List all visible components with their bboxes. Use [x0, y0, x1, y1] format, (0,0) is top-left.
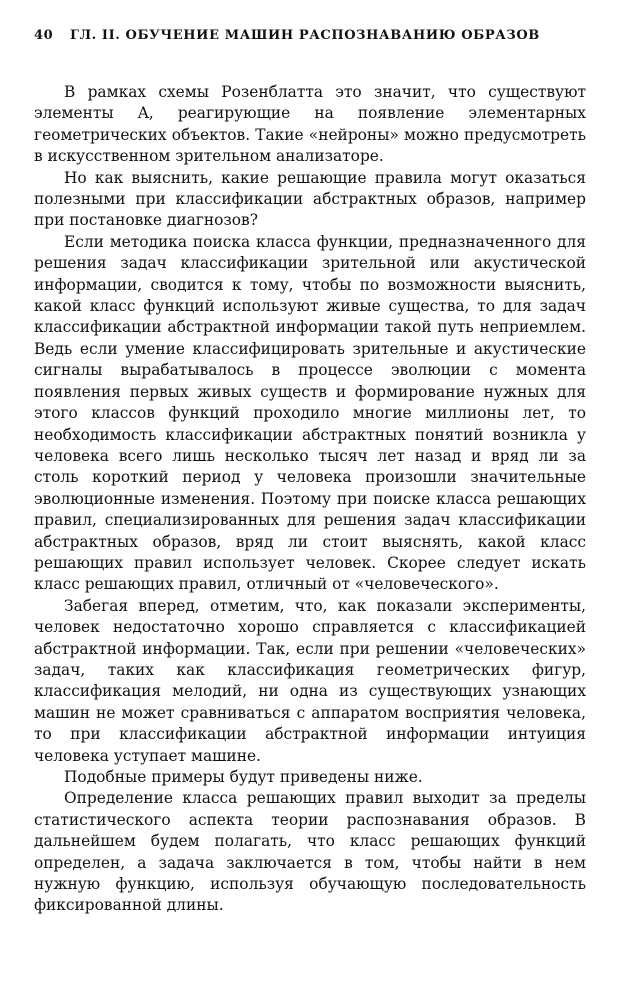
paragraph: Забегая вперед, отметим, что, как показали эксперименты, человек недостаточно хорошо справляется с классификацией абстрактной информации. Так, если при решении «человеческих» задач, таких как классификация геометрических фигур, классификация мелодий, ни одна из существующих узнающих машин не может сравниваться с аппаратом восприятия человека, то при классификации абстрактной информации интуиция человека уступает машине.	[34, 596, 586, 765]
paragraph: Подобные примеры будут приведены ниже.	[64, 768, 423, 786]
paragraph: Но как выяснить, какие решающие правила могут оказаться полезными при классификации абстрактных образов, например при постановке диагнозов?	[34, 168, 586, 230]
chapter-title: ГЛ. II. ОБУЧЕНИЕ МАШИН РАСПОЗНАВАНИЮ ОБРАЗОВ	[70, 28, 540, 43]
page-number: 40	[34, 28, 54, 43]
body-text	[34, 82, 586, 917]
paragraph: В рамках схемы Розенблатта это значит, что существуют элементы A, реагирующие на появление элементарных геометрических объектов. Такие «нейроны» можно предусмотреть в искусственном зрительном анализаторе.	[34, 83, 586, 166]
book-page	[34, 28, 586, 917]
paragraph: Если методика поиска класса функции, предназначенного для решения задач классификации зрительной или акустической информации, сводится к тому, чтобы по возможности выяснить, какой класс функций используют живые существа, то для задач классификации абстрактной информации такой путь неприемлем. Ведь если умение классифицировать зрительные и акустические сигналы вырабатывалось в процессе эволюции с момента появления первых живых существ и формирование нужных для этого классов функций проходило многие миллионы лет, то необходимость классификации абстрактных понятий возникла у человека всего лишь несколько тысяч лет назад и вряд ли за столь короткий период у человека произошли значительные эволюционные изменения. Поэтому при поиске класса решающих правил, специализированных для решения задач классификации абстрактных образов, вряд ли стоит выяснять, какой класс решающих правил использует человек. Скорее следует искать класс решающих правил, отличный от «человеческого».	[34, 232, 586, 594]
paragraph: Определение класса решающих правил выходит за пределы статистического аспекта теории распознавания образов. В дальнейшем будем полагать, что класс решающих функций определен, а задача заключается в том, чтобы найти в нем нужную функцию, используя обучающую последовательность фиксированной длины.	[34, 789, 586, 915]
running-head	[34, 28, 586, 50]
